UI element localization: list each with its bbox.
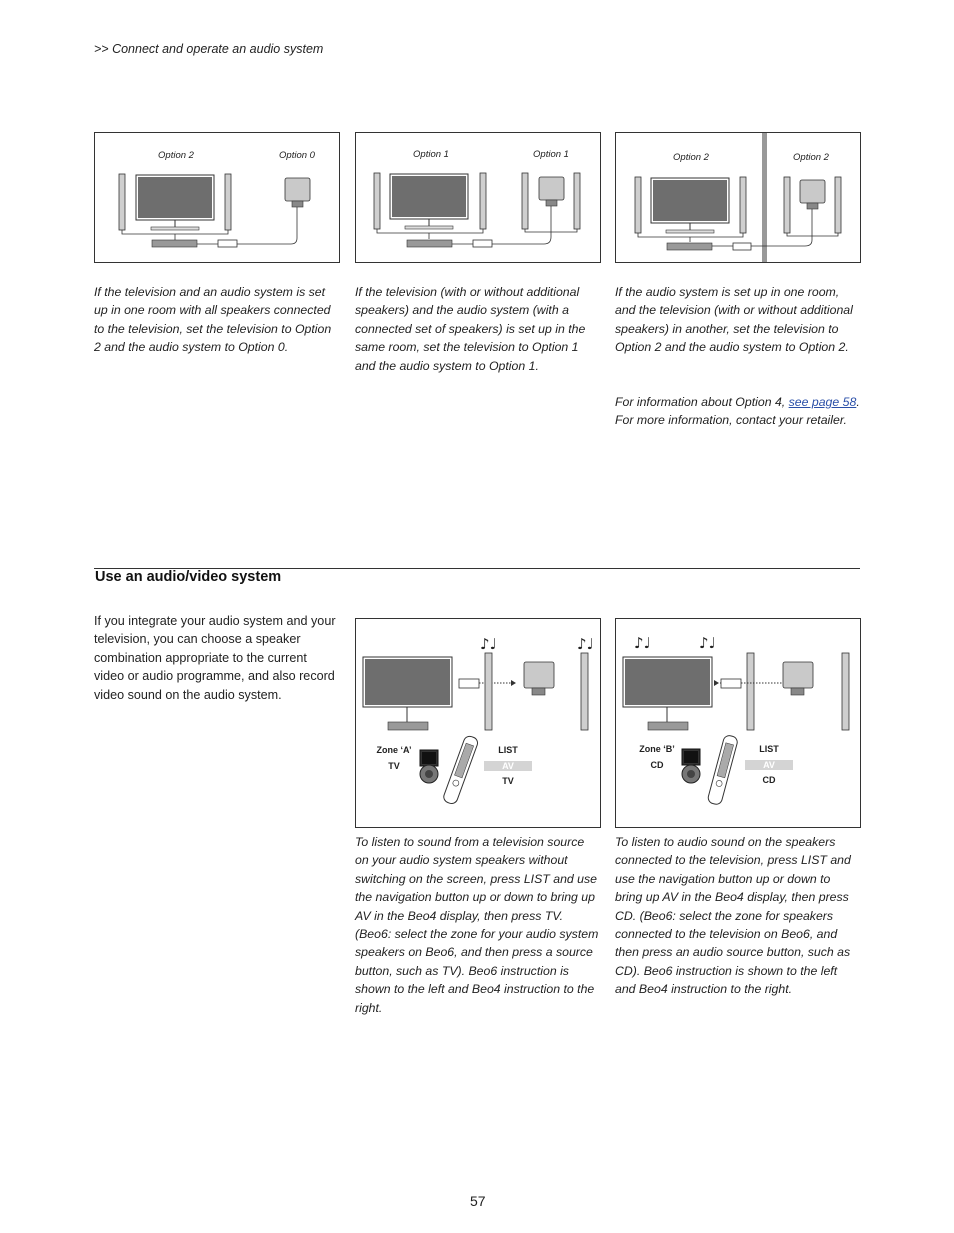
menu-list: LIST [759,744,779,754]
left-speaker [747,653,754,730]
page-number: 57 [470,1193,486,1209]
zone-source: TV [388,761,400,771]
television [390,174,468,229]
link-box [473,240,492,247]
audio-speaker-left [784,177,790,233]
figure-option-1-1 [355,132,601,263]
key-source: CD [615,963,633,978]
tv-base [667,243,712,250]
right-speaker [740,177,746,233]
key-av: AV [662,890,679,905]
svg-text:♪♩: ♪♩ [480,635,497,653]
audio-system [783,662,813,695]
link-box [218,240,237,247]
caption-option-1-1: If the television (with or without additional speakers) and the audio system (with a connected set of speakers) is set up in the same room, set the television to Option 1 and the audio system to Option 1. [355,285,586,373]
beo6-remote-icon [420,750,438,783]
see-page-58-link[interactable]: see page 58 [788,395,857,409]
caption-text: in the Beo4 display, then press [678,890,849,905]
left-speaker [374,173,380,229]
right-speaker [480,173,486,229]
caption-text: in the Beo4 display, then press [370,908,545,923]
caption-zone-b [615,833,860,999]
option-label-left: Option 2 [158,150,194,161]
right-speaker [842,653,849,730]
television [651,178,729,233]
caption-option-2-0: If the television and an audio system is set up in one room with all speakers connected to the television, set the television to Option 2 and the audio system to Option 0. [94,285,332,355]
link-box [721,679,741,688]
key-av: AV [355,908,371,923]
svg-text:♪♩: ♪♩ [634,634,651,652]
caption-text: ). Beo6 instruction is shown to the left and Beo4 instruction to the right. [355,963,595,1015]
caption-text: and use the navigation button up or down to bring up [355,871,597,905]
television [623,657,712,730]
audio-system [524,662,554,695]
music-note-icon [577,635,594,653]
tv-base [407,240,452,247]
menu-list: LIST [498,745,518,755]
figure-option-2-2 [615,132,861,263]
beo4-remote-icon [442,735,479,806]
option-label-right: Option 1 [533,149,569,160]
left-speaker [119,174,125,230]
breadcrumb: >> Connect and operate an audio system [94,42,324,56]
figure-zone-b-cd [615,618,861,828]
zone-label: Zone ‘A’ [376,745,412,755]
television [363,657,452,730]
tv-base [152,240,197,247]
svg-text:♪♩: ♪♩ [577,635,594,653]
audio-speaker-left [522,173,528,229]
menu-source: CD [762,775,776,785]
caption-text: and use the navigation button up or down to bring up [615,853,851,905]
svg-text:♪♩: ♪♩ [699,634,716,652]
arrow-right-icon [511,680,516,686]
zone-label: Zone ‘B’ [639,744,675,754]
audio-speaker-right [574,173,580,229]
link-box [459,679,479,688]
left-speaker [485,653,492,730]
music-note-icon [634,634,651,652]
link-box [733,243,751,250]
key-source: TV [544,908,560,923]
audio-system [285,178,310,207]
option4-note-text: For information about Option 4, [615,395,789,409]
right-speaker [581,653,588,730]
right-speaker [225,174,231,230]
menu-av: AV [502,761,514,771]
section-heading: Use an audio/video system [95,569,282,585]
audio-speaker-right [835,177,841,233]
left-speaker [635,177,641,233]
option-label-right: Option 0 [279,150,315,161]
option4-note [615,393,865,430]
option-label-left: Option 1 [413,149,449,160]
caption-zone-a [355,833,600,1017]
caption-text: ). Beo6 instruction is shown to the left and Beo4 instruction to the right. [615,963,838,997]
television [136,175,214,230]
option-label-left: Option 2 [673,152,709,163]
audio-system [539,177,564,206]
caption-text: . (Beo6: select the zone for speakers connected to the television on Beo6, and then press an audio source button, such as [615,908,851,960]
music-note-icon [699,634,716,652]
key-source: CD [615,908,633,923]
menu-source: TV [502,776,514,786]
beo4-remote-icon [707,734,739,805]
audio-system [800,180,825,209]
option-label-right: Option 2 [793,152,829,163]
caption-text: To listen to audio sound on the speakers connected to the television, press [615,835,836,868]
key-list: LIST [800,853,827,868]
music-note-icon [480,635,497,653]
caption-option-2-2: If the audio system is set up in one room, and the television (with or without additional speakers) in another, set the television to Option 2 and the audio system to Option 2. [615,285,853,355]
figure-zone-a-tv [355,618,601,828]
section-intro: If you integrate your audio system and your television, you can choose a speaker combination appropriate to the current video or audio programme, and also record video sound on the audio system. [94,614,336,702]
key-list: LIST [523,871,550,886]
beo6-remote-icon [682,749,700,783]
arrow-left-icon [714,680,719,686]
option4-note-after: . For more information, contact your retailer. [615,395,860,428]
zone-source: CD [650,760,664,770]
caption-text: To listen to sound from a television source on your audio system speakers without switching on the screen, press [355,835,585,886]
room-divider [762,133,767,262]
menu-av: AV [763,760,775,770]
key-source: TV [441,963,458,978]
caption-text: . (Beo6: select the zone for your audio system speakers on Beo6, and then press a source button, such as [355,908,599,978]
figure-option-2-0 [94,132,340,263]
